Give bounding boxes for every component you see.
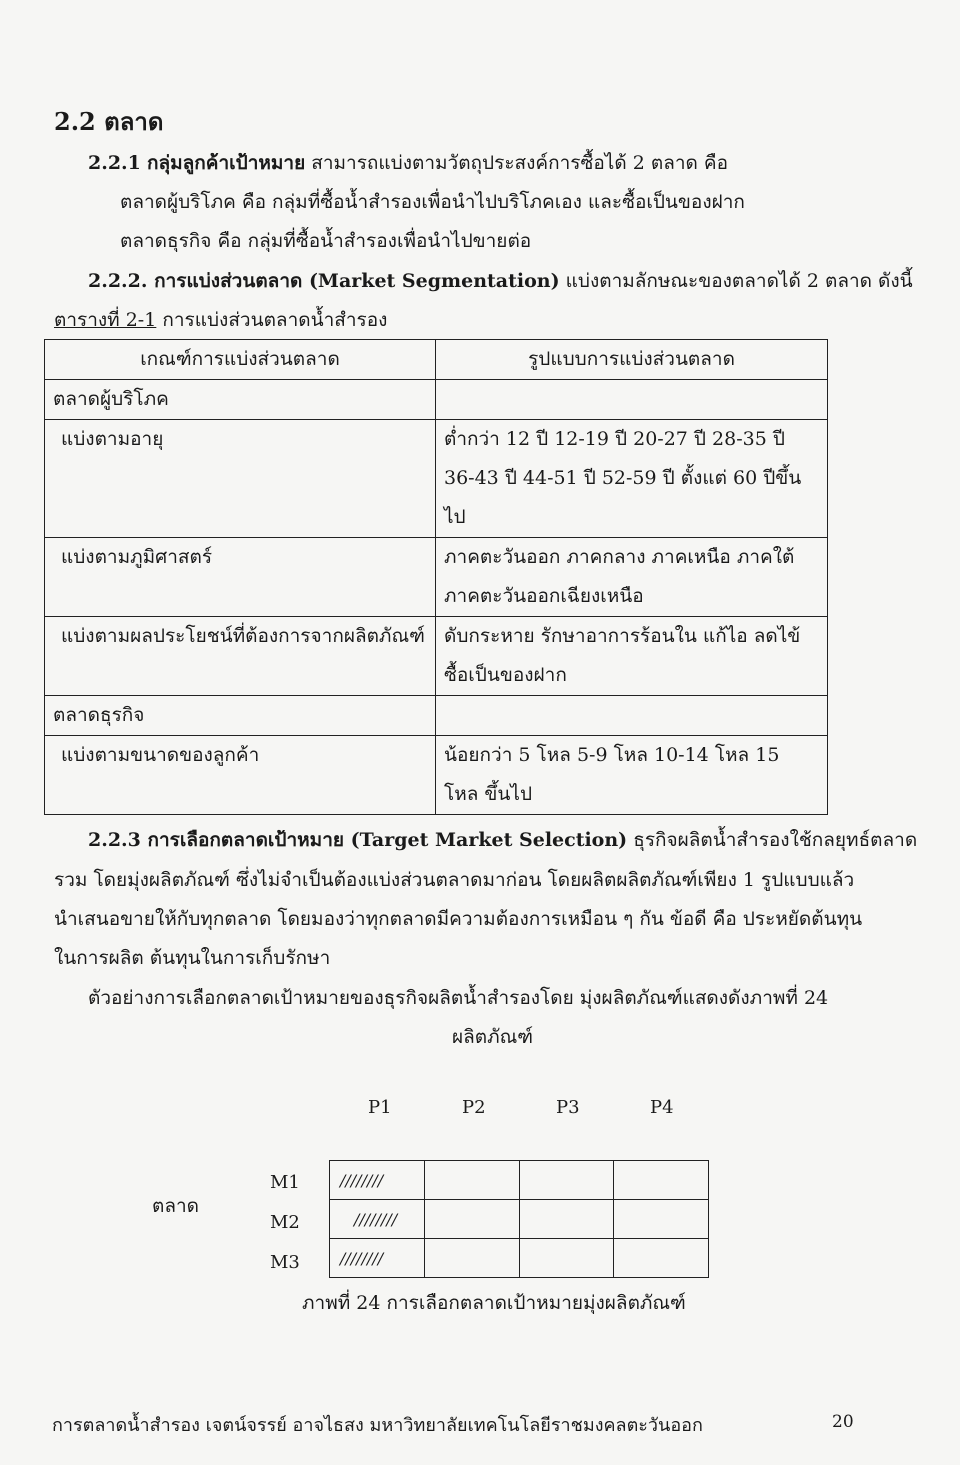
segmentation-table [44, 339, 828, 815]
target-number: 2.2.1 [88, 152, 141, 174]
table-cell-pattern: ต่ำกว่า 12 ปี 12-19 ปี 20-27 ปี 28-35 ปี 36-43 ปี 44-51 ปี 52-59 ปี ตั้งแต่ 60 ปีขึ้นไป [436, 420, 828, 538]
section-title: 2.2 ตลาด [54, 107, 164, 136]
market-header-m1: M1 [270, 1172, 300, 1193]
target-heading: กลุ่มลูกค้าเป้าหมาย [146, 152, 306, 174]
grid-cell [519, 1200, 614, 1239]
table-cell-criteria: แบ่งตามอายุ [45, 420, 436, 538]
target-text: สามารถแบ่งตามวัตถุประสงค์การซื้อได้ 2 ตลาด คือ [311, 152, 729, 174]
table-row [45, 538, 828, 617]
grid-cell [519, 1161, 614, 1200]
grid-row-m3 [330, 1239, 709, 1278]
table-caption-label: ตารางที่ 2-1 [54, 309, 157, 331]
product-axis-label: ผลิตภัณฑ์ [452, 1026, 534, 1048]
table-row [45, 420, 828, 538]
grid-cell [424, 1200, 519, 1239]
grid-cell [424, 1161, 519, 1200]
grid-cell [614, 1161, 709, 1200]
table-caption-text: การแบ่งส่วนตลาดน้ำสำรอง [162, 309, 388, 331]
segmentation-heading: 2.2.2. การแบ่งส่วนตลาด (Market Segmentation) [88, 270, 560, 292]
product-header-p2: P2 [462, 1097, 486, 1118]
grid-cell [424, 1239, 519, 1278]
table-cell-criteria: แบ่งตามภูมิศาสตร์ [45, 538, 436, 617]
page-footer: การตลาดน้ำสำรอง เจตน์จรรย์ อาจไธสง มหาวิทยาลัยเทคโนโลยีราชมงคลตะวันออก [52, 1415, 703, 1436]
table-row [45, 736, 828, 815]
market-header-m2: M2 [270, 1212, 300, 1233]
grid-cell-m1-p1: //////// [330, 1161, 425, 1200]
grid-cell-m2-p1: //////// [330, 1200, 425, 1239]
grid-cell [614, 1239, 709, 1278]
table-cell-pattern [436, 696, 828, 736]
product-header-p4: P4 [650, 1097, 674, 1118]
selection-line2: รวม โดยมุ่งผลิตภัณฑ์ ซึ่งไม่จำเป็นต้องแบ่งส่วนตลาดมาก่อน โดยผลิตผลิตภัณฑ์เพียง 1 รูปแบบแล้ว [54, 869, 855, 891]
figure-caption: ภาพที่ 24 การเลือกตลาดเป้าหมายมุ่งผลิตภัณฑ์ [302, 1292, 686, 1314]
table-cell-criteria: ตลาดผู้บริโภค [45, 380, 436, 420]
table-cell-pattern: ภาคตะวันออก ภาคกลาง ภาคเหนือ ภาคใต้ ภาคตะวันออกเฉียงเหนือ [436, 538, 828, 617]
table-row [45, 617, 828, 696]
table-cell-criteria: แบ่งตามขนาดของลูกค้า [45, 736, 436, 815]
table-header-criteria: เกณฑ์การแบ่งส่วนตลาด [45, 340, 436, 380]
page-number: 20 [832, 1412, 854, 1432]
selection-line4: ในการผลิต ต้นทุนในการเก็บรักษา [54, 947, 331, 969]
table-cell-criteria: แบ่งตามผลประโยชน์ที่ต้องการจากผลิตภัณฑ์ [45, 617, 436, 696]
segmentation-text: แบ่งตามลักษณะของตลาดได้ 2 ตลาด ดังนี้ [565, 270, 913, 292]
product-market-grid [329, 1160, 709, 1278]
table-row [45, 380, 828, 420]
grid-cell-m3-p1: //////// [330, 1239, 425, 1278]
table-header-row [45, 340, 828, 380]
table-cell-pattern: ดับกระหาย รักษาอาการร้อนใน แก้ไอ ลดไข้ ซื้อเป็นของฝาก [436, 617, 828, 696]
market-axis-label: ตลาด [152, 1195, 199, 1217]
table-cell-pattern [436, 380, 828, 420]
selection-line1: ธุรกิจผลิตน้ำสำรองใช้กลยุทธ์ตลาด [633, 829, 918, 851]
selection-line3: นำเสนอขายให้กับทุกตลาด โดยมองว่าทุกตลาดมีความต้องการเหมือน ๆ กัน ข้อดี คือ ประหยัดต้นทุน [54, 908, 863, 930]
consumer-market-line: ตลาดผู้บริโภค คือ กลุ่มที่ซื้อน้ำสำรองเพื่อนำไปบริโภคเอง และซื้อเป็นของฝาก [120, 191, 745, 213]
grid-row-m1 [330, 1161, 709, 1200]
grid-row-m2 [330, 1200, 709, 1239]
table-header-pattern: รูปแบบการแบ่งส่วนตลาด [436, 340, 828, 380]
selection-line5: ตัวอย่างการเลือกตลาดเป้าหมายของธุรกิจผลิตน้ำสำรองโดย มุ่งผลิตภัณฑ์แสดงดังภาพที่ 24 [88, 987, 829, 1009]
table-row [45, 696, 828, 736]
market-header-m3: M3 [270, 1252, 300, 1273]
grid-cell [519, 1239, 614, 1278]
table-caption [54, 307, 387, 333]
product-header-p3: P3 [556, 1097, 580, 1118]
selection-heading: 2.2.3 การเลือกตลาดเป้าหมาย (Target Market Selection) [88, 829, 628, 851]
target-paragraph [88, 150, 728, 176]
grid-cell [614, 1200, 709, 1239]
selection-paragraph [88, 827, 917, 853]
table-cell-pattern: น้อยกว่า 5 โหล 5-9 โหล 10-14 โหล 15 โหล ขึ้นไป [436, 736, 828, 815]
table-cell-criteria: ตลาดธุรกิจ [45, 696, 436, 736]
product-header-p1: P1 [368, 1097, 392, 1118]
segmentation-paragraph [88, 268, 913, 294]
business-market-line: ตลาดธุรกิจ คือ กลุ่มที่ซื้อน้ำสำรองเพื่อนำไปขายต่อ [120, 230, 532, 252]
